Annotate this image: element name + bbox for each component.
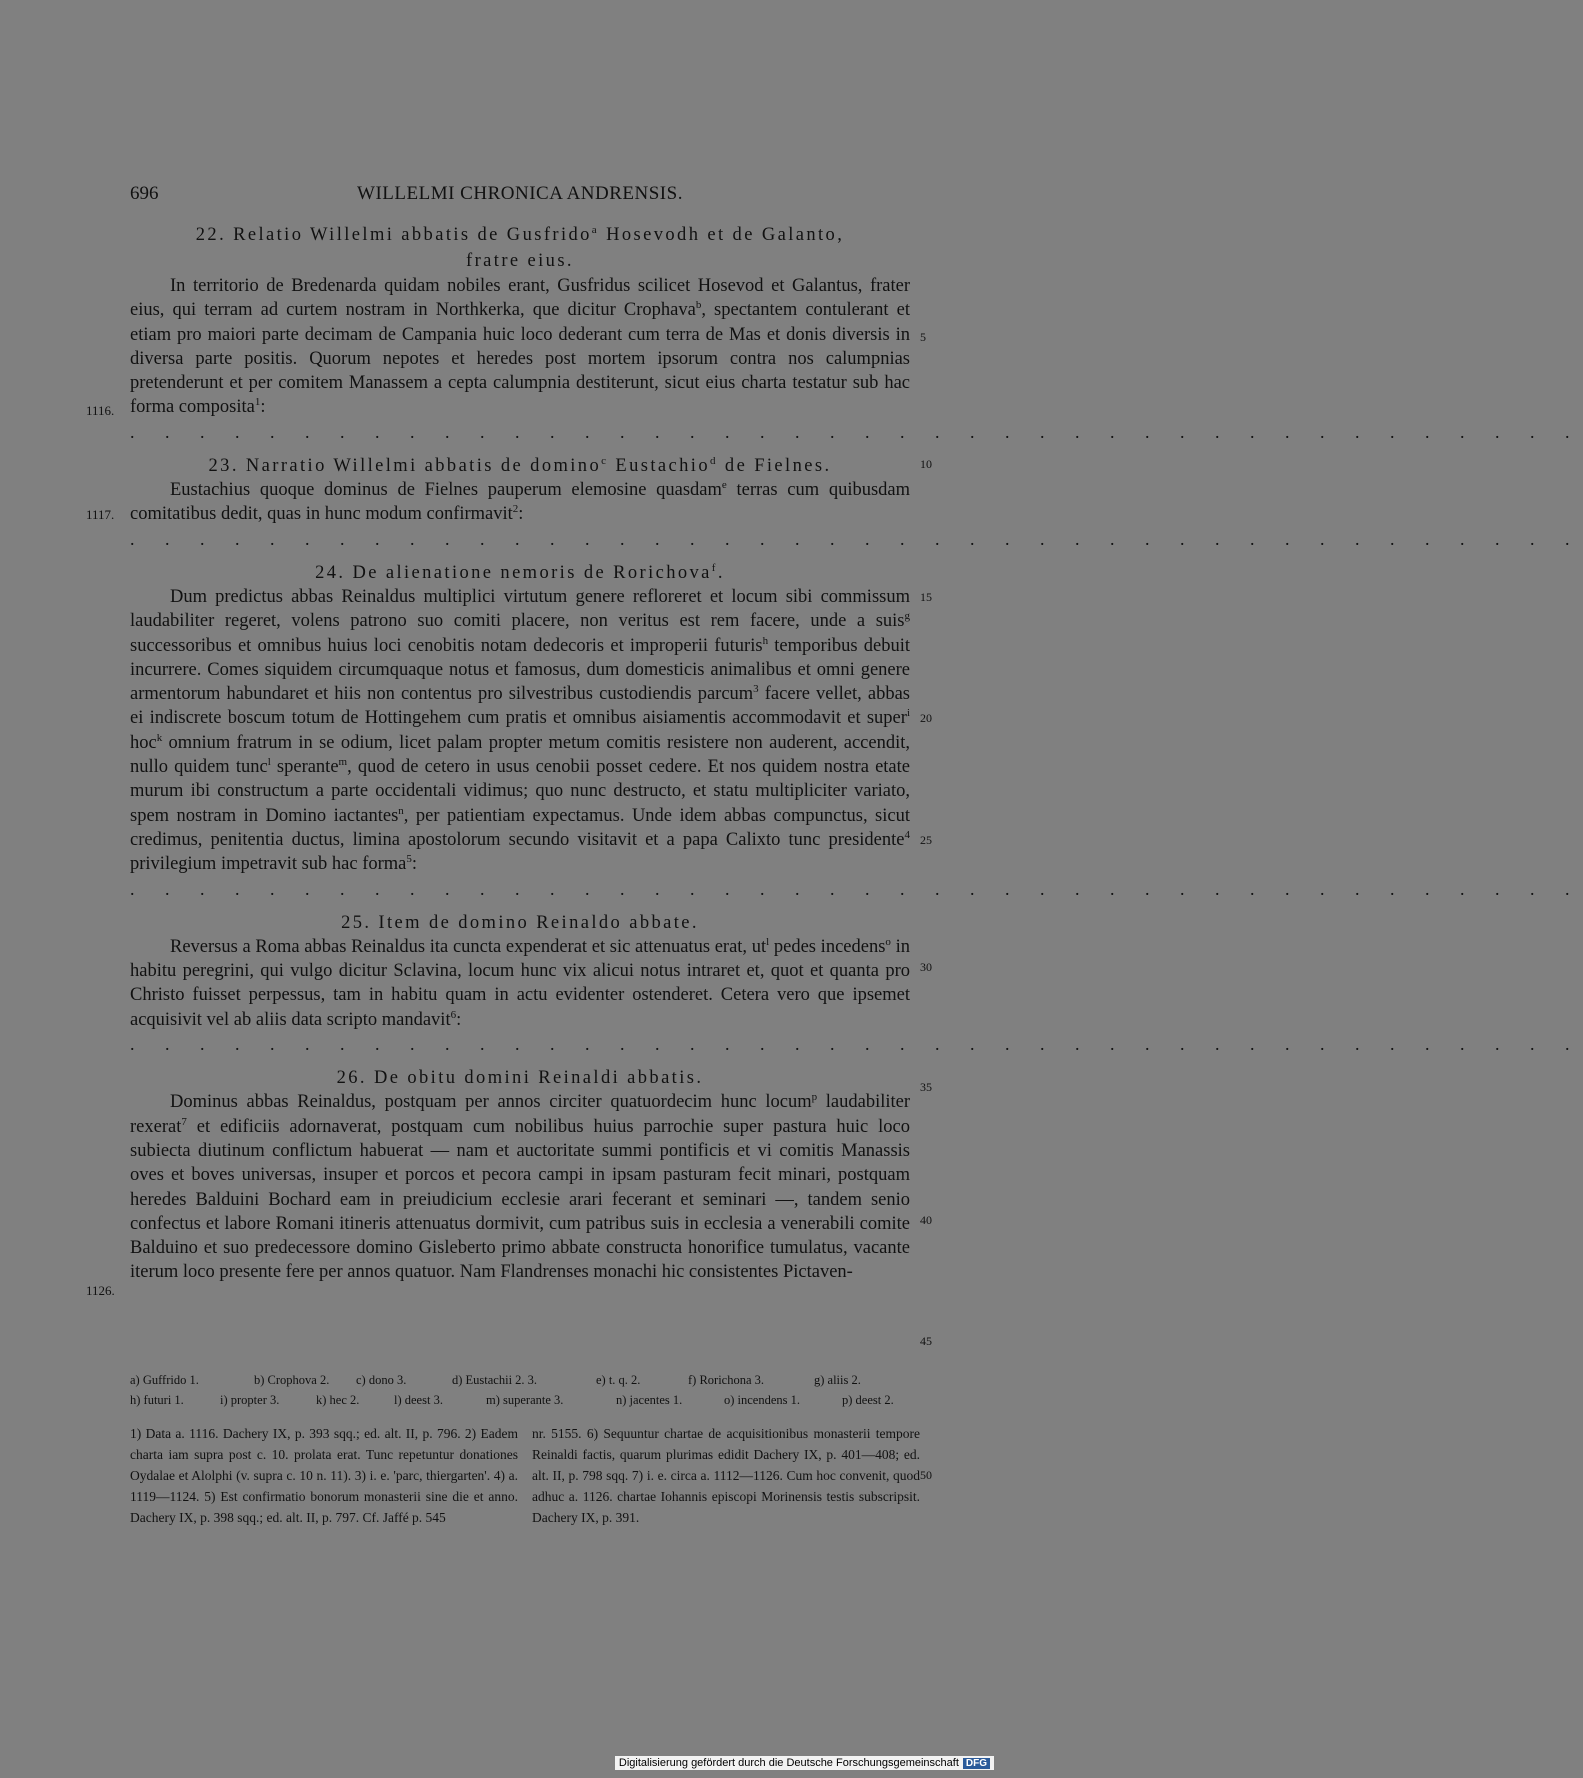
variant-note: d) Eustachii 2. 3.	[452, 1373, 538, 1387]
line-number: 15	[920, 590, 932, 604]
variant-note: p) deest 2.	[842, 1393, 894, 1407]
section-26-heading: 26. De obitu domini Reinaldi abbatis.	[336, 1068, 704, 1089]
section-23-text	[130, 478, 910, 527]
paragraph-text: Eustachius quoque dominus de Fielnes pauperum elemosine quasdam	[170, 480, 722, 501]
footnote-marker: 1	[254, 396, 261, 409]
ellipsis-row: . . . . . . . . . . . . . . . . . . . . . . . . . . . . . . . . . . . . . . . . . .	[130, 421, 1583, 442]
note-marker: c	[601, 454, 609, 467]
variant-row	[130, 1370, 920, 1390]
note-marker: f	[711, 561, 718, 574]
variant-note: h) futuri 1.	[130, 1393, 184, 1407]
variant-note: f) Rorichona 3.	[688, 1373, 765, 1387]
variant-note: e) t. q. 2.	[596, 1373, 641, 1387]
footnote-marker: 5	[406, 853, 412, 866]
paragraph-text: facere vellet, abbas ei indiscrete boscum totum de Hottingehem cum pratis et omnibus aisiamentis accommodavit et super	[130, 684, 910, 729]
variant-note: n) jacentes 1.	[616, 1393, 683, 1407]
paragraph-text: Reversus a Roma abbas Reinaldus ita cuncta expenderat et sic attenuatus erat, ut	[170, 936, 767, 957]
variant-note: k) hec 2.	[316, 1393, 360, 1407]
line-number: 30	[920, 960, 932, 974]
paragraph-text: , quod de cetero in usus cenobii posset cedere. Et nos quidem nostra etate murum ibi constructum a parte occidentali vidimus; quo nunc destructo, et statu multipliciter variato, spem nostram in Domino iactantes	[130, 757, 910, 826]
variant-note: a) Guffrido 1.	[130, 1373, 199, 1387]
paragraph-text: , per patientiam expectamus. Unde idem abbas compunctus, sicut credimus, penitentia ductus, limina apostolorum secundo visitavit et a papa Calixto tunc presidente	[130, 805, 910, 850]
paragraph-text: In territorio de Bredenarda quidam nobiles erant, Gusfridus scilicet Hosevod et Galantus, frater eius, qui terram ad curtem nostram in Northkerka, que dicitur Crophava	[130, 276, 910, 321]
paragraph-text: :	[411, 854, 418, 875]
variant-row	[130, 1390, 920, 1410]
footnotes-left-column: 1) Data a. 1116. Dachery IX, p. 393 sqq.; ed. alt. II, p. 796. 2) Eadem charta iam supra post c. 10. prolata erat. Tunc repetuntur donationes Oydalae et Alolphi (v. supra c. 10 n. 11). 3) i. e. 'parc, thiergarten'. 4) a. 1119—1124. 5) Est confirmatio bonorum monasterii sine die et anno. Dachery IX, p. 398 sqq.; ed. alt. II, p. 797. Cf. Jaffé p. 545	[130, 1426, 518, 1525]
line-number: 35	[920, 1080, 932, 1094]
line-number: 5	[920, 330, 926, 344]
footnote-marker: 3	[753, 683, 759, 695]
note-marker: k	[156, 731, 163, 744]
margin-year: 1126.	[86, 1283, 115, 1298]
note-marker: d	[709, 454, 718, 467]
variant-note: l) deest 3.	[394, 1393, 443, 1407]
footnote-marker: 2	[512, 503, 519, 516]
line-number: 50	[920, 1468, 932, 1482]
ellipsis-row: . . . . . . . . . . . . . . . . . . . . . . . . . . . . . . . . . . . . . . . . . .	[130, 528, 1583, 549]
variant-note: o) incendens 1.	[724, 1393, 801, 1407]
paragraph-text: , spectantem contulerant et etiam pro maiori parte decimam de Campania huic loco dederant cum terra de Mas et donis diversis in diversa parte positis. Quorum nepotes et heredes post mortem ipsorum contra nos calumpnias pretenderunt et per comitem Manassem a cepta calumpnia destiterunt, sicut eius charta testatur sub hac forma composita	[130, 300, 910, 418]
variant-note: g) aliis 2.	[814, 1373, 861, 1387]
paragraph-text: :	[518, 504, 524, 525]
page-header	[130, 183, 910, 213]
section-26-text	[130, 1090, 910, 1284]
paragraph-text: :	[456, 1009, 462, 1030]
section-22-heading	[130, 222, 910, 274]
paragraph-text: :	[260, 397, 266, 418]
line-number: 25	[920, 833, 932, 847]
paragraph-text: sperante	[270, 757, 339, 778]
variant-note: m) superante 3.	[486, 1393, 564, 1407]
heading-text: Eustachio	[608, 455, 710, 476]
line-number: 40	[920, 1213, 932, 1227]
paragraph-text: pedes incedens	[769, 936, 886, 957]
paragraph-text: privilegium impetravit sub hac forma	[130, 854, 407, 875]
paragraph-text: terras cum quibusdam comitatibus dedit, quas in hunc modum confirmavit	[130, 480, 911, 525]
section-24-heading	[130, 561, 910, 585]
paragraph-text: in habitu peregrini, qui vulgo dicitur Sclavina, locum hunc vix alicui notus intraret et, quot et quanta pro Christo fuisset perpessus, tam in habitu quam in actu evidenter ostenderet. Cetera vero que ipsemet acquisivit vel ab aliis data scripto mandavit	[130, 936, 910, 1030]
heading-text: de Fielnes.	[717, 455, 832, 476]
note-marker: g	[904, 610, 910, 623]
line-number: 20	[920, 711, 932, 725]
paragraph-text: Dominus abbas Reinaldus, postquam per annos circiter quatuordecim hunc locum	[170, 1092, 812, 1113]
section-23-heading	[130, 454, 910, 478]
note-marker: l	[267, 755, 271, 768]
footnote-marker: 4	[904, 828, 910, 841]
footnotes-right-column: nr. 5155. 6) Sequuntur chartae de acquisitionibus monasterii tempore Reinaldi factis, quarum plurimas edidit Dachery IX, p. 401—408; ed. alt. II, p. 798 sqq. 7) i. e. circa a. 1112—1126. Cum hoc convenit, quod adhuc a. 1126. chartae Iohannis episcopi Morinensis testis subscripsit. Dachery IX, p. 391.	[532, 1426, 920, 1525]
note-marker: i	[906, 707, 910, 720]
ellipsis-row: . . . . . . . . . . . . . . . . . . . . . . . . . . . . . . . . . . . . . . . . . .	[130, 1034, 1583, 1055]
credit-text: Digitalisierung gefördert durch die Deutsche Forschungsgemeinschaft	[618, 1757, 959, 1769]
footnote-marker: 7	[181, 1115, 187, 1128]
heading-text: fratre eius.	[466, 251, 574, 271]
note-marker: m	[338, 755, 348, 768]
line-number: 10	[920, 457, 932, 471]
paragraph-text: laudabiliter rexerat	[130, 1092, 911, 1137]
heading-text: 22. Relatio Willelmi abbatis de Gusfrido	[195, 225, 592, 245]
note-marker: b	[695, 299, 702, 312]
margin-year: 1116.	[86, 403, 115, 418]
dfg-logo-icon: DFG	[963, 1758, 990, 1769]
running-title: WILLELMI CHRONICA ANDRENSIS.	[357, 183, 683, 204]
footnote-marker: 6	[450, 1008, 457, 1021]
heading-text: 23. Narratio Willelmi abbatis de domino	[208, 455, 602, 476]
note-marker: p	[811, 1091, 818, 1104]
note-marker: h	[762, 634, 769, 647]
variant-notes	[130, 1370, 920, 1410]
heading-text: 24. De alienatione nemoris de Rorichova	[315, 562, 712, 583]
variant-note: c) dono 3.	[356, 1373, 407, 1387]
note-marker: n	[398, 804, 404, 817]
paragraph-text: successoribus et omnibus huius loci cenobitis notam dedecoris et improperii futuris	[130, 635, 763, 656]
paragraph-text: et edificiis adornaverat, postquam cum nobilibus huius parrochie super pastura huic loco subiecta diutinum conflictum habuerat — nam et auctoritate summi pontificis et vi comitis Manassis oves et boves universas, insuper et porcos et pecora campi in ipsam pasturam fecit minari, postquam heredes Balduini Bochard eam in preiudicium ecclesie arari fecerant et seminari —, tandem senio confectus et labore Romani itineris attenuatus dormivit, cum patribus suis in ecclesia a venerabili comite Balduino et suo predecessore domino Gisleberto primo abbate constructa honorifice tumulatus, vacante iterum loco presente fere per annos quatuor. Nam Flandrenses monachi hic consistentes Pictaven-	[130, 1116, 910, 1283]
section-25-text	[130, 935, 910, 1032]
note-marker: l	[766, 935, 770, 948]
paragraph-text: temporibus debuit incurrere. Comes siquidem circumquaque notus et famosus, dum domesticis animalibus et omni genere armentorum habundaret et hiis non contentus pro silvestribus custodiendis parcum	[130, 635, 910, 705]
paragraph-text: omnium fratrum in se odium, licet palam propter metum comitis resistere non auderent, accendit, nullo quidem tunc	[130, 732, 910, 778]
note-marker: o	[885, 935, 891, 948]
section-22-text	[130, 274, 910, 420]
section-25-heading: 25. Item de domino Reinaldo abbate.	[341, 912, 699, 933]
margin-year: 1117.	[86, 507, 115, 522]
paragraph-text: Dum predictus abbas Reinaldus multiplici virtutum genere refloreret et locum sibi commissum laudabiliter regeret, volens patrono suo comiti placere, non veritus est rem facere, unde a suis	[130, 586, 910, 632]
variant-note: i) propter 3.	[220, 1393, 280, 1407]
page-number: 696	[130, 183, 159, 204]
heading-text: Hosevodh et de Galanto,	[599, 225, 845, 245]
ellipsis-row: . . . . . . . . . . . . . . . . . . . . . . . . . . . . . . . . . . . . . . . . . .	[130, 878, 1583, 899]
variant-note: b) Crophova 2.	[254, 1373, 330, 1387]
paragraph-text: hoc	[130, 732, 157, 753]
line-number: 45	[920, 1334, 932, 1348]
note-marker: e	[721, 478, 727, 491]
section-24-text	[130, 585, 910, 877]
heading-text: .	[717, 562, 725, 583]
note-marker: a	[591, 223, 600, 236]
digitization-credit	[615, 1756, 994, 1770]
